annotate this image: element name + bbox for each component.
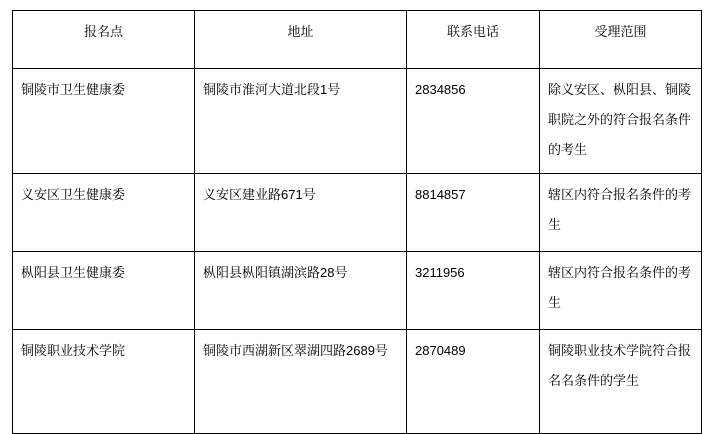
cell-scope xyxy=(540,174,702,252)
cell-scope xyxy=(540,252,702,330)
cell-address-text: 铜陵市西湖新区翠湖四路2689号 xyxy=(203,343,388,358)
column-header-scope: 受理范围 xyxy=(540,11,702,69)
cell-scope-text: 除义安区、枞阳县、铜陵职院之外的符合报名条件的考生 xyxy=(548,82,692,157)
table-row xyxy=(13,69,702,174)
cell-phone xyxy=(407,252,540,330)
registration-sites-table xyxy=(12,10,702,434)
cell-site-text: 铜陵市卫生健康委 xyxy=(21,82,126,97)
cell-address-text: 义安区建业路671号 xyxy=(203,187,316,202)
table-row xyxy=(13,330,702,434)
cell-address xyxy=(195,69,407,174)
table-row xyxy=(13,252,702,330)
cell-site xyxy=(13,330,195,434)
cell-site-text: 义安区卫生健康委 xyxy=(21,187,126,202)
cell-site-text: 铜陵职业技术学院 xyxy=(21,343,126,358)
cell-site xyxy=(13,69,195,174)
cell-phone-text: 2870489 xyxy=(415,343,466,358)
cell-scope xyxy=(540,69,702,174)
cell-address-text: 铜陵市淮河大道北段1号 xyxy=(203,82,341,97)
table-header xyxy=(13,11,702,69)
cell-address xyxy=(195,330,407,434)
cell-phone-text: 3211956 xyxy=(415,265,465,280)
table-body xyxy=(13,69,702,434)
cell-phone-text: 8814857 xyxy=(415,187,466,202)
cell-site xyxy=(13,252,195,330)
cell-phone xyxy=(407,69,540,174)
cell-scope-text: 铜陵职业技术学院符合报名名条件的学生 xyxy=(548,343,692,388)
cell-site-text: 枞阳县卫生健康委 xyxy=(21,265,126,280)
cell-scope-text: 辖区内符合报名条件的考生 xyxy=(548,265,692,310)
cell-site xyxy=(13,174,195,252)
cell-address xyxy=(195,174,407,252)
cell-scope xyxy=(540,330,702,434)
cell-address-text: 枞阳县枞阳镇湖滨路28号 xyxy=(203,265,348,280)
column-header-address: 地址 xyxy=(195,11,407,69)
cell-scope-text: 辖区内符合报名条件的考生 xyxy=(548,187,692,232)
column-header-phone: 联系电话 xyxy=(407,11,540,69)
cell-address xyxy=(195,252,407,330)
table-row xyxy=(13,174,702,252)
cell-phone xyxy=(407,330,540,434)
cell-phone xyxy=(407,174,540,252)
column-header-site: 报名点 xyxy=(13,11,195,69)
table-header-row xyxy=(13,11,702,69)
cell-phone-text: 2834856 xyxy=(415,82,466,97)
